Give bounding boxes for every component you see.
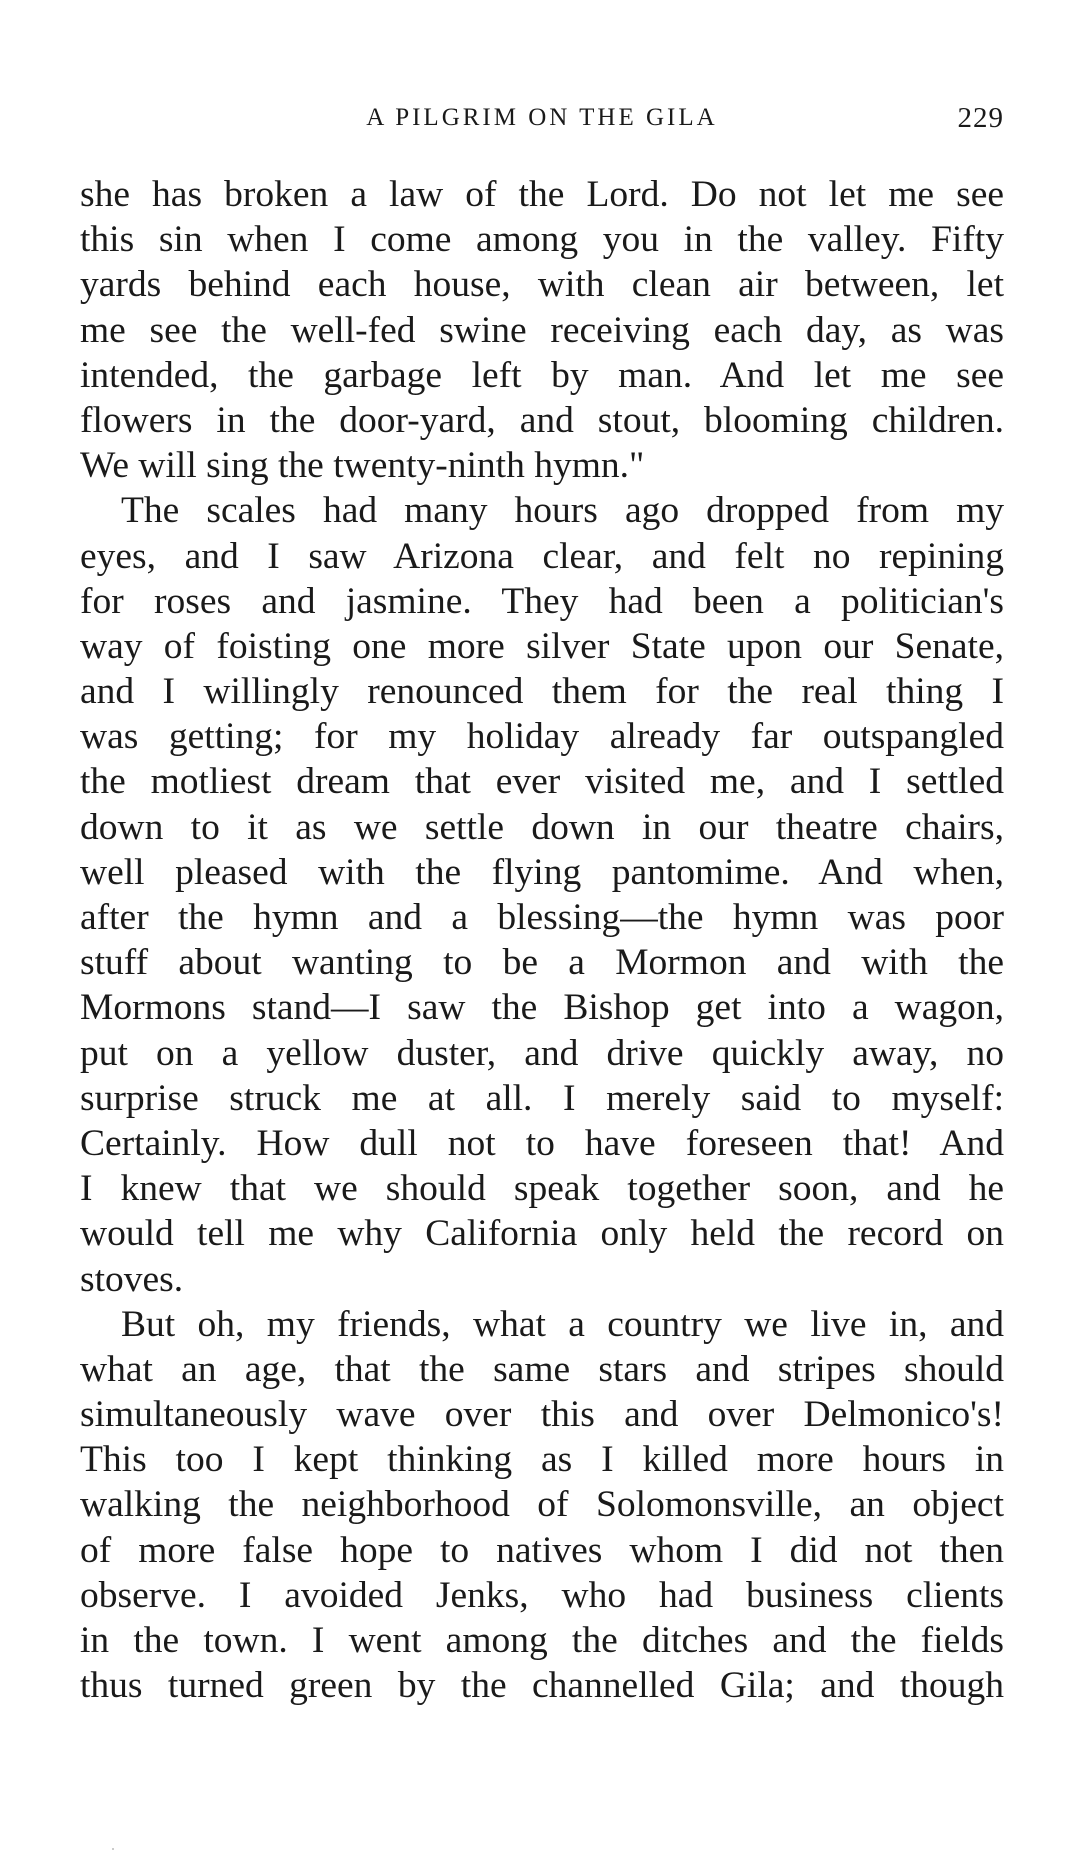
text-line: flowers in the door-yard, and stout, blooming children. — [80, 399, 1004, 441]
text-line: and I willingly renounced them for the real thing I — [80, 671, 1004, 713]
text-line: was getting; for my holiday already far outspangled — [80, 716, 1004, 758]
text-line: The scales had many hours ago dropped from my — [121, 490, 1004, 532]
running-title: A PILGRIM ON THE GILA — [366, 104, 718, 131]
text-line: this sin when I come among you in the valley. Fifty — [80, 219, 1004, 261]
text-line: she has broken a law of the Lord. Do not let me see — [80, 174, 1004, 215]
text-line: But oh, my friends, what a country we live in, and — [121, 1303, 1004, 1345]
text-line: yards behind each house, with clean air between, let — [80, 264, 1004, 306]
text-line: after the hymn and a blessing—the hymn was poor — [80, 897, 1004, 938]
text-line: I knew that we should speak together soon, and he — [80, 1168, 1004, 1210]
text-line: Mormons stand—I saw the Bishop get into a wagon, — [80, 987, 1004, 1029]
text-line: eyes, and I saw Arizona clear, and felt no repining — [80, 535, 1004, 577]
text-line: way of foisting one more silver State upon our Senate, — [80, 625, 1004, 667]
text-line: Certainly. How dull not to have foreseen that! And — [80, 1122, 1004, 1164]
text-line: well pleased with the flying pantomime. And when, — [80, 851, 1004, 893]
text-line: walking the neighborhood of Solomonsville, an object — [80, 1484, 1004, 1526]
text-line: me see the well-fed swine receiving each day, as was — [80, 309, 1004, 351]
text-line: for roses and jasmine. They had been a politician's — [80, 580, 1004, 622]
paper-speck — [112, 1848, 114, 1850]
text-line: down to it as we settle down in our theatre chairs, — [80, 806, 1004, 848]
paragraph-1 — [80, 172, 1004, 488]
text-line: This too I kept thinking as I killed more hours in — [80, 1439, 1004, 1481]
body-text — [80, 172, 1004, 1708]
text-line: We will sing the twenty-ninth hymn." — [80, 445, 645, 487]
text-line: the motliest dream that ever visited me, and I settled — [80, 761, 1004, 803]
paragraph-3 — [80, 1302, 1004, 1709]
text-line: surprise struck me at all. I merely said to myself: — [80, 1077, 1004, 1119]
text-line: what an age, that the same stars and stripes should — [80, 1348, 1004, 1390]
text-line: observe. I avoided Jenks, who had business clients — [80, 1574, 1004, 1616]
text-line: stuff about wanting to be a Mormon and with the — [80, 942, 1004, 984]
text-line: simultaneously wave over this and over Delmonico's! — [80, 1394, 1004, 1436]
text-line: in the town. I went among the ditches and the fields — [80, 1620, 1004, 1661]
running-head — [80, 100, 1004, 140]
text-line: thus turned green by the channelled Gila; and though — [80, 1665, 1004, 1707]
text-line: put on a yellow duster, and drive quickly away, no — [80, 1032, 1004, 1074]
text-line: of more false hope to natives whom I did not then — [80, 1529, 1004, 1571]
text-line: intended, the garbage left by man. And let me see — [80, 354, 1004, 396]
text-line: would tell me why California only held the record on — [80, 1213, 1004, 1255]
text-line: stoves. — [80, 1258, 184, 1300]
page-number: 229 — [957, 102, 1004, 134]
paragraph-2 — [80, 488, 1004, 1301]
